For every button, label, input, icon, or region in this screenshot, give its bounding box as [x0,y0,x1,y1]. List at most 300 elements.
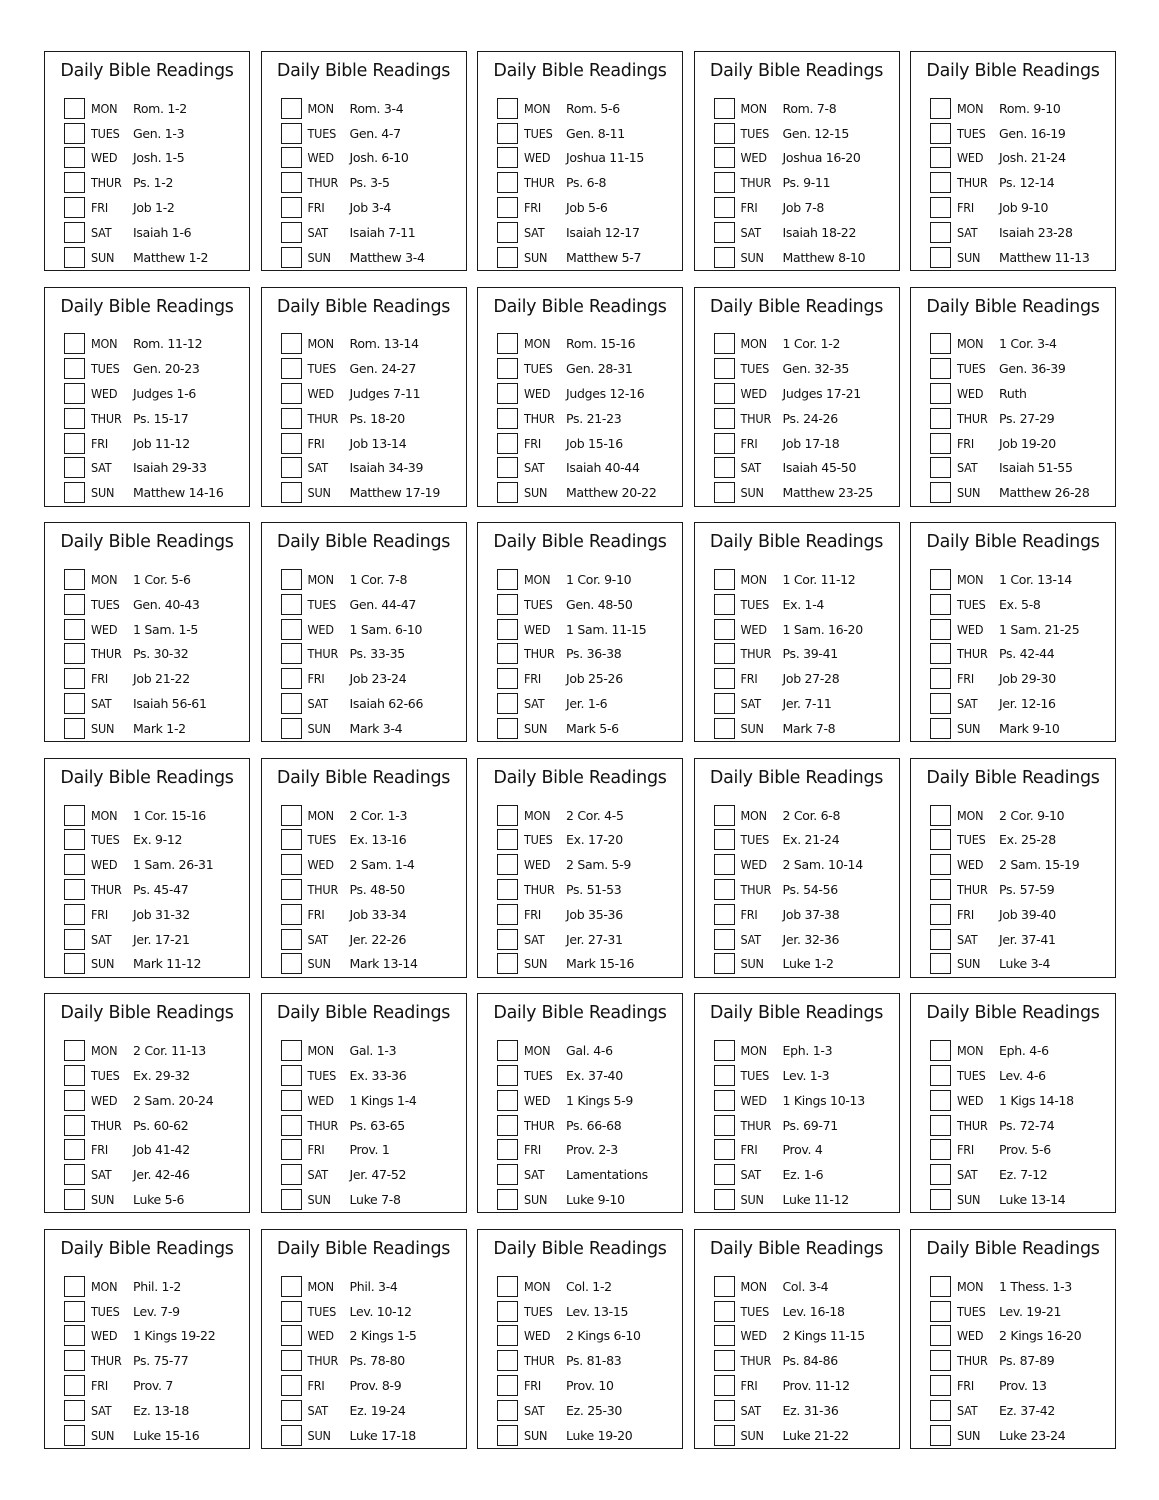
scripture-reference: Job 37-38 [782,906,840,922]
empty-checkbox-icon[interactable] [714,333,735,354]
empty-checkbox-icon[interactable] [64,1139,85,1160]
empty-checkbox-icon[interactable] [714,1425,735,1446]
empty-checkbox-icon[interactable] [64,482,85,503]
empty-checkbox-icon[interactable] [714,123,735,144]
empty-checkbox-icon[interactable] [64,829,85,850]
reading-row [497,716,676,741]
scripture-reference: Mark 5-6 [566,720,619,736]
scripture-reference: Luke 7-8 [349,1192,401,1208]
empty-checkbox-icon[interactable] [281,457,302,478]
empty-checkbox-icon[interactable] [497,197,518,218]
card-title: Daily Bible Readings [926,767,1100,788]
empty-checkbox-icon[interactable] [497,147,518,168]
empty-checkbox-icon[interactable] [281,383,302,404]
day-label: THUR [307,1353,339,1369]
empty-checkbox-icon[interactable] [497,929,518,950]
empty-checkbox-icon[interactable] [281,408,302,429]
empty-checkbox-icon[interactable] [930,854,951,875]
day-label: WED [91,386,118,402]
empty-checkbox-icon[interactable] [281,1400,302,1421]
empty-checkbox-icon[interactable] [930,953,951,974]
day-label: THUR [307,882,339,898]
empty-checkbox-icon[interactable] [281,358,302,379]
reading-card [477,287,683,507]
empty-checkbox-icon[interactable] [930,829,951,850]
scripture-reference: Ex. 9-12 [133,832,183,848]
scripture-reference: Josh. 1-5 [133,150,185,166]
empty-checkbox-icon[interactable] [281,718,302,739]
empty-checkbox-icon[interactable] [714,1040,735,1061]
empty-checkbox-icon[interactable] [930,668,951,689]
empty-checkbox-icon[interactable] [281,433,302,454]
reading-row [930,1038,1109,1063]
empty-checkbox-icon[interactable] [930,929,951,950]
scripture-reference: Phil. 3-4 [349,1278,398,1294]
empty-checkbox-icon[interactable] [930,333,951,354]
day-label: FRI [524,1142,541,1158]
day-label: SUN [91,720,115,736]
empty-checkbox-icon[interactable] [930,1325,951,1346]
empty-checkbox-icon[interactable] [714,247,735,268]
empty-checkbox-icon[interactable] [930,457,951,478]
empty-checkbox-icon[interactable] [64,879,85,900]
reading-row [714,1299,893,1324]
empty-checkbox-icon[interactable] [64,147,85,168]
scripture-reference: Matthew 3-4 [349,249,425,265]
scripture-reference: Phil. 1-2 [133,1278,182,1294]
reading-row [714,927,893,952]
day-label: TUES [307,125,337,141]
empty-checkbox-icon[interactable] [497,879,518,900]
empty-checkbox-icon[interactable] [64,1276,85,1297]
empty-checkbox-icon[interactable] [281,668,302,689]
empty-checkbox-icon[interactable] [714,929,735,950]
empty-checkbox-icon[interactable] [497,805,518,826]
empty-checkbox-icon[interactable] [930,594,951,615]
empty-checkbox-icon[interactable] [64,457,85,478]
reading-row [714,1398,893,1423]
empty-checkbox-icon[interactable] [64,1400,85,1421]
empty-checkbox-icon[interactable] [497,594,518,615]
day-label: TUES [307,1303,337,1319]
scripture-reference: Jer. 37-41 [999,931,1056,947]
empty-checkbox-icon[interactable] [64,1425,85,1446]
empty-checkbox-icon[interactable] [714,594,735,615]
empty-checkbox-icon[interactable] [930,1375,951,1396]
empty-checkbox-icon[interactable] [714,222,735,243]
empty-checkbox-icon[interactable] [64,1301,85,1322]
empty-checkbox-icon[interactable] [930,408,951,429]
empty-checkbox-icon[interactable] [64,1164,85,1185]
empty-checkbox-icon[interactable] [714,457,735,478]
empty-checkbox-icon[interactable] [497,1115,518,1136]
empty-checkbox-icon[interactable] [930,1189,951,1210]
empty-checkbox-icon[interactable] [714,147,735,168]
scripture-reference: Gen. 36-39 [999,361,1066,377]
empty-checkbox-icon[interactable] [281,1040,302,1061]
empty-checkbox-icon[interactable] [714,408,735,429]
empty-checkbox-icon[interactable] [281,929,302,950]
empty-checkbox-icon[interactable] [64,619,85,640]
empty-checkbox-icon[interactable] [281,619,302,640]
empty-checkbox-icon[interactable] [497,247,518,268]
reading-row [930,691,1109,716]
empty-checkbox-icon[interactable] [930,569,951,590]
empty-checkbox-icon[interactable] [930,805,951,826]
empty-checkbox-icon[interactable] [64,668,85,689]
empty-checkbox-icon[interactable] [497,953,518,974]
empty-checkbox-icon[interactable] [281,482,302,503]
empty-checkbox-icon[interactable] [497,123,518,144]
empty-checkbox-icon[interactable] [64,718,85,739]
reading-card [477,522,683,742]
empty-checkbox-icon[interactable] [930,904,951,925]
scripture-reference: Ps. 33-35 [349,646,405,662]
empty-checkbox-icon[interactable] [64,333,85,354]
empty-checkbox-icon[interactable] [930,358,951,379]
empty-checkbox-icon[interactable] [714,1276,735,1297]
empty-checkbox-icon[interactable] [497,1040,518,1061]
empty-checkbox-icon[interactable] [64,693,85,714]
empty-checkbox-icon[interactable] [497,1350,518,1371]
empty-checkbox-icon[interactable] [497,904,518,925]
empty-checkbox-icon[interactable] [714,854,735,875]
empty-checkbox-icon[interactable] [497,457,518,478]
empty-checkbox-icon[interactable] [64,904,85,925]
empty-checkbox-icon[interactable] [281,1090,302,1111]
day-label: WED [957,621,984,637]
empty-checkbox-icon[interactable] [281,1139,302,1160]
empty-checkbox-icon[interactable] [281,1164,302,1185]
empty-checkbox-icon[interactable] [497,1065,518,1086]
empty-checkbox-icon[interactable] [930,1090,951,1111]
reading-list [497,1274,676,1448]
scripture-reference: Matthew 8-10 [782,249,866,265]
empty-checkbox-icon[interactable] [281,1375,302,1396]
empty-checkbox-icon[interactable] [930,383,951,404]
empty-checkbox-icon[interactable] [930,1276,951,1297]
empty-checkbox-icon[interactable] [64,1115,85,1136]
scripture-reference: Ps. 3-5 [349,175,390,191]
empty-checkbox-icon[interactable] [281,247,302,268]
empty-checkbox-icon[interactable] [64,358,85,379]
empty-checkbox-icon[interactable] [714,904,735,925]
empty-checkbox-icon[interactable] [714,1115,735,1136]
scripture-reference: Isaiah 51-55 [999,460,1073,476]
empty-checkbox-icon[interactable] [497,1090,518,1111]
empty-checkbox-icon[interactable] [281,904,302,925]
empty-checkbox-icon[interactable] [497,358,518,379]
empty-checkbox-icon[interactable] [64,433,85,454]
empty-checkbox-icon[interactable] [930,433,951,454]
empty-checkbox-icon[interactable] [714,1189,735,1210]
card-title: Daily Bible Readings [60,296,234,317]
empty-checkbox-icon[interactable] [714,1139,735,1160]
empty-checkbox-icon[interactable] [281,693,302,714]
day-label: THUR [740,1117,772,1133]
empty-checkbox-icon[interactable] [714,1325,735,1346]
empty-checkbox-icon[interactable] [497,1425,518,1446]
empty-checkbox-icon[interactable] [930,879,951,900]
reading-row [714,691,893,716]
empty-checkbox-icon[interactable] [64,408,85,429]
empty-checkbox-icon[interactable] [497,1301,518,1322]
empty-checkbox-icon[interactable] [281,222,302,243]
reading-row [64,716,243,741]
empty-checkbox-icon[interactable] [930,172,951,193]
empty-checkbox-icon[interactable] [497,383,518,404]
day-label: TUES [524,1303,553,1319]
day-label: SAT [740,696,761,712]
day-label: SAT [957,1167,978,1183]
day-label: FRI [307,906,325,922]
empty-checkbox-icon[interactable] [64,1350,85,1371]
reading-row [64,1324,243,1349]
empty-checkbox-icon[interactable] [497,668,518,689]
empty-checkbox-icon[interactable] [281,197,302,218]
empty-checkbox-icon[interactable] [497,1400,518,1421]
reading-row [497,195,676,220]
empty-checkbox-icon[interactable] [497,1164,518,1185]
empty-checkbox-icon[interactable] [930,482,951,503]
empty-checkbox-icon[interactable] [930,1400,951,1421]
empty-checkbox-icon[interactable] [64,247,85,268]
reading-row [714,1423,893,1448]
empty-checkbox-icon[interactable] [281,594,302,615]
scripture-reference: Jer. 12-16 [999,696,1056,712]
empty-checkbox-icon[interactable] [714,829,735,850]
empty-checkbox-icon[interactable] [497,693,518,714]
empty-checkbox-icon[interactable] [497,1276,518,1297]
empty-checkbox-icon[interactable] [930,1115,951,1136]
empty-checkbox-icon[interactable] [281,98,302,119]
card-title: Daily Bible Readings [926,1238,1100,1259]
empty-checkbox-icon[interactable] [281,1115,302,1136]
empty-checkbox-icon[interactable] [497,482,518,503]
empty-checkbox-icon[interactable] [930,1065,951,1086]
empty-checkbox-icon[interactable] [64,383,85,404]
reading-row [64,121,243,146]
empty-checkbox-icon[interactable] [281,1065,302,1086]
day-label: SUN [307,720,331,736]
empty-checkbox-icon[interactable] [281,333,302,354]
empty-checkbox-icon[interactable] [497,1375,518,1396]
empty-checkbox-icon[interactable] [281,1325,302,1346]
reading-row [64,642,243,667]
scripture-reference: Judges 17-21 [782,386,861,402]
empty-checkbox-icon[interactable] [64,172,85,193]
empty-checkbox-icon[interactable] [281,123,302,144]
empty-checkbox-icon[interactable] [281,879,302,900]
empty-checkbox-icon[interactable] [64,197,85,218]
empty-checkbox-icon[interactable] [64,98,85,119]
empty-checkbox-icon[interactable] [64,222,85,243]
empty-checkbox-icon[interactable] [64,929,85,950]
empty-checkbox-icon[interactable] [497,854,518,875]
empty-checkbox-icon[interactable] [64,1189,85,1210]
empty-checkbox-icon[interactable] [497,1189,518,1210]
empty-checkbox-icon[interactable] [714,1090,735,1111]
scripture-reference: 2 Kings 6-10 [566,1328,641,1344]
empty-checkbox-icon[interactable] [714,172,735,193]
empty-checkbox-icon[interactable] [281,1276,302,1297]
empty-checkbox-icon[interactable] [930,1301,951,1322]
scripture-reference: Col. 1-2 [566,1278,612,1294]
empty-checkbox-icon[interactable] [281,1301,302,1322]
card-title: Daily Bible Readings [276,61,451,81]
scripture-reference: Job 13-14 [349,435,407,451]
empty-checkbox-icon[interactable] [930,1164,951,1185]
empty-checkbox-icon[interactable] [64,1375,85,1396]
reading-row [714,406,893,431]
empty-checkbox-icon[interactable] [714,1400,735,1421]
empty-checkbox-icon[interactable] [714,668,735,689]
day-label: SUN [957,1192,981,1208]
empty-checkbox-icon[interactable] [281,1350,302,1371]
empty-checkbox-icon[interactable] [930,619,951,640]
empty-checkbox-icon[interactable] [714,1164,735,1185]
empty-checkbox-icon[interactable] [64,953,85,974]
scripture-reference: Isaiah 7-11 [349,224,416,240]
day-label: FRI [957,906,974,922]
empty-checkbox-icon[interactable] [64,1040,85,1061]
empty-checkbox-icon[interactable] [714,383,735,404]
empty-checkbox-icon[interactable] [930,1425,951,1446]
empty-checkbox-icon[interactable] [64,854,85,875]
empty-checkbox-icon[interactable] [497,829,518,850]
empty-checkbox-icon[interactable] [930,222,951,243]
reading-row [64,1088,243,1113]
empty-checkbox-icon[interactable] [497,619,518,640]
empty-checkbox-icon[interactable] [930,197,951,218]
empty-checkbox-icon[interactable] [930,1040,951,1061]
empty-checkbox-icon[interactable] [64,643,85,664]
day-label: SAT [307,1167,328,1183]
empty-checkbox-icon[interactable] [64,805,85,826]
empty-checkbox-icon[interactable] [714,358,735,379]
scripture-reference: Rom. 15-16 [566,336,636,352]
empty-checkbox-icon[interactable] [281,1189,302,1210]
empty-checkbox-icon[interactable] [497,172,518,193]
empty-checkbox-icon[interactable] [497,433,518,454]
scripture-reference: Isaiah 1-6 [133,224,192,240]
empty-checkbox-icon[interactable] [497,98,518,119]
scripture-reference: Gen. 8-11 [566,125,625,141]
reading-card [910,993,1116,1213]
empty-checkbox-icon[interactable] [281,829,302,850]
empty-checkbox-icon[interactable] [714,805,735,826]
reading-row [497,927,676,952]
reading-row [930,121,1109,146]
empty-checkbox-icon[interactable] [497,222,518,243]
empty-checkbox-icon[interactable] [714,1375,735,1396]
card-title: Daily Bible Readings [276,1238,451,1259]
empty-checkbox-icon[interactable] [930,247,951,268]
empty-checkbox-icon[interactable] [281,1425,302,1446]
scripture-reference: Gen. 28-31 [566,361,633,377]
empty-checkbox-icon[interactable] [497,1139,518,1160]
empty-checkbox-icon[interactable] [714,619,735,640]
day-label: WED [307,150,334,166]
empty-checkbox-icon[interactable] [64,1325,85,1346]
empty-checkbox-icon[interactable] [281,854,302,875]
empty-checkbox-icon[interactable] [714,643,735,664]
empty-checkbox-icon[interactable] [714,1065,735,1086]
empty-checkbox-icon[interactable] [714,693,735,714]
scripture-reference: Ps. 12-14 [999,175,1055,191]
reading-row [64,406,243,431]
empty-checkbox-icon[interactable] [64,594,85,615]
empty-checkbox-icon[interactable] [64,1090,85,1111]
empty-checkbox-icon[interactable] [714,718,735,739]
empty-checkbox-icon[interactable] [497,718,518,739]
empty-checkbox-icon[interactable] [497,1325,518,1346]
scripture-reference: Job 19-20 [999,435,1056,451]
empty-checkbox-icon[interactable] [930,123,951,144]
empty-checkbox-icon[interactable] [930,693,951,714]
card-title: Daily Bible Readings [709,296,884,317]
reading-row [497,170,676,195]
empty-checkbox-icon[interactable] [930,643,951,664]
empty-checkbox-icon[interactable] [714,1301,735,1322]
empty-checkbox-icon[interactable] [930,1350,951,1371]
empty-checkbox-icon[interactable] [714,1350,735,1371]
empty-checkbox-icon[interactable] [714,433,735,454]
empty-checkbox-icon[interactable] [281,643,302,664]
empty-checkbox-icon[interactable] [497,408,518,429]
day-label: TUES [740,125,770,141]
empty-checkbox-icon[interactable] [281,805,302,826]
scripture-reference: Luke 5-6 [133,1192,185,1208]
empty-checkbox-icon[interactable] [281,953,302,974]
reading-row [497,1088,676,1113]
empty-checkbox-icon[interactable] [281,569,302,590]
scripture-reference: 1 Kings 19-22 [133,1328,216,1344]
empty-checkbox-icon[interactable] [930,98,951,119]
empty-checkbox-icon[interactable] [281,147,302,168]
day-label: TUES [524,125,553,141]
empty-checkbox-icon[interactable] [64,1065,85,1086]
reading-card [910,51,1116,271]
empty-checkbox-icon[interactable] [714,482,735,503]
empty-checkbox-icon[interactable] [497,333,518,354]
reading-row [497,902,676,927]
day-label: WED [957,386,984,402]
day-label: SAT [91,1402,112,1418]
day-label: WED [91,150,118,166]
reading-card [477,758,683,978]
empty-checkbox-icon[interactable] [714,953,735,974]
empty-checkbox-icon[interactable] [64,123,85,144]
reading-row [930,666,1109,691]
empty-checkbox-icon[interactable] [281,172,302,193]
day-label: MON [307,1043,334,1059]
reading-row [64,617,243,642]
empty-checkbox-icon[interactable] [714,569,735,590]
empty-checkbox-icon[interactable] [497,643,518,664]
day-label: WED [740,621,767,637]
day-label: SAT [524,224,545,240]
empty-checkbox-icon[interactable] [930,147,951,168]
empty-checkbox-icon[interactable] [64,569,85,590]
day-label: TUES [524,361,553,377]
empty-checkbox-icon[interactable] [714,879,735,900]
empty-checkbox-icon[interactable] [714,197,735,218]
empty-checkbox-icon[interactable] [930,1139,951,1160]
empty-checkbox-icon[interactable] [930,718,951,739]
empty-checkbox-icon[interactable] [714,98,735,119]
empty-checkbox-icon[interactable] [497,569,518,590]
